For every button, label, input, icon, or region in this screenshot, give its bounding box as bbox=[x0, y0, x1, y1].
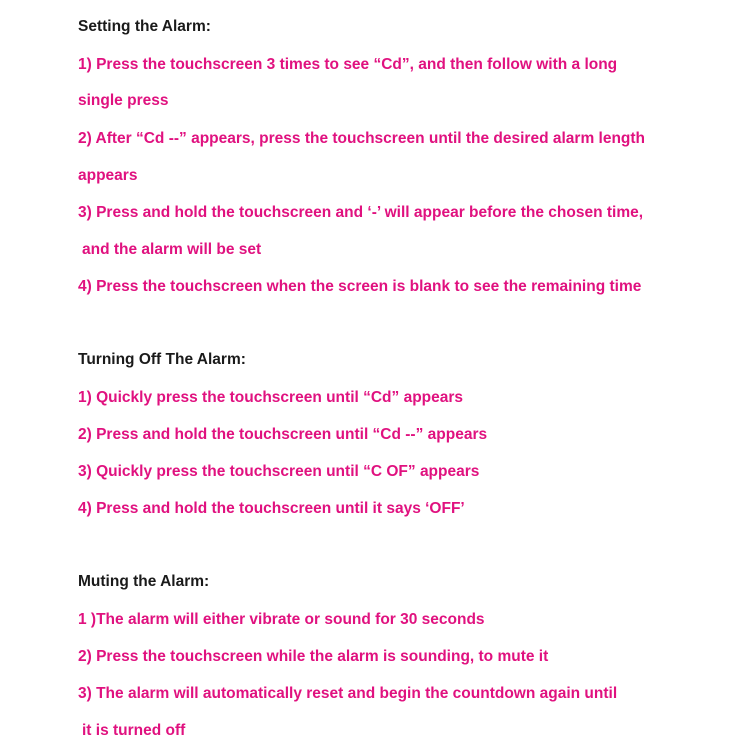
step-line-wrap bbox=[78, 425, 738, 445]
step-line: 2) After “Cd --” appears, press the touchscreen until the desired alarm length bbox=[78, 130, 646, 147]
step-line-wrap bbox=[78, 647, 738, 667]
section-heading: Setting the Alarm: bbox=[78, 18, 211, 35]
section-turning-off-alarm bbox=[78, 350, 738, 370]
section-heading: Turning Off The Alarm: bbox=[78, 351, 246, 368]
setting-alarm-steps bbox=[78, 55, 738, 75]
step-line-wrap bbox=[78, 129, 738, 149]
step-line-wrap bbox=[78, 499, 738, 519]
step-line-wrap bbox=[78, 166, 738, 186]
step-line: 4) Press and hold the touchscreen until it says ‘OFF’ bbox=[78, 500, 465, 517]
step-line-wrap bbox=[78, 388, 738, 408]
step-line-wrap bbox=[78, 91, 738, 111]
step-line-wrap bbox=[78, 240, 738, 260]
step-line-wrap bbox=[78, 203, 738, 223]
step-line: 3) Press and hold the touchscreen and ‘-’ will appear before the chosen time, bbox=[78, 204, 644, 221]
step-line: 1 )The alarm will either vibrate or sound for 30 seconds bbox=[78, 611, 485, 628]
section-heading: Muting the Alarm: bbox=[78, 573, 210, 590]
step-line: 2) Press and hold the touchscreen until “Cd --” appears bbox=[78, 426, 488, 443]
step-line-wrap bbox=[78, 277, 738, 297]
step-line: 1) Quickly press the touchscreen until “Cd” appears bbox=[78, 389, 464, 406]
step-line: 3) Quickly press the touchscreen until “C OF” appears bbox=[78, 463, 480, 480]
step-line: appears bbox=[78, 167, 138, 184]
step-line: it is turned off bbox=[82, 722, 186, 739]
step-line: 3) The alarm will automatically reset and begin the countdown again until bbox=[78, 685, 618, 702]
step-line-wrap bbox=[78, 684, 738, 704]
step-line: 1) Press the touchscreen 3 times to see “Cd”, and then follow with a long bbox=[78, 56, 618, 73]
step-line-wrap bbox=[78, 721, 738, 741]
step-line: 2) Press the touchscreen while the alarm is sounding, to mute it bbox=[78, 648, 549, 665]
step-line: and the alarm will be set bbox=[82, 241, 262, 258]
step-line: single press bbox=[78, 92, 169, 109]
section-setting-alarm bbox=[78, 17, 738, 37]
step-line-wrap bbox=[78, 462, 738, 482]
step-line: 4) Press the touchscreen when the screen is blank to see the remaining time bbox=[78, 278, 642, 295]
section-muting-alarm bbox=[78, 572, 738, 592]
step-line-wrap bbox=[78, 610, 738, 630]
